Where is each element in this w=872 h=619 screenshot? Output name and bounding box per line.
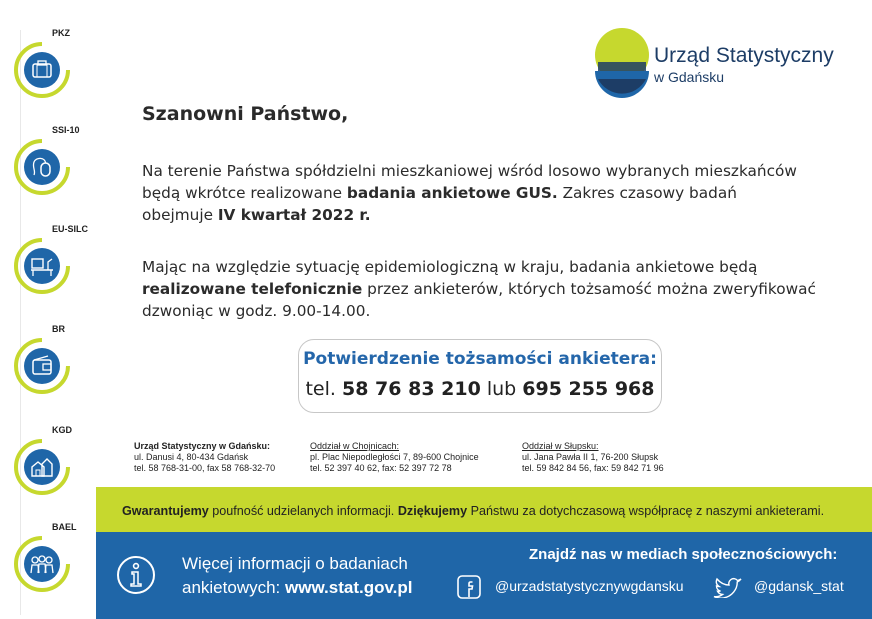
confidentiality-text: Gwarantujemy poufność udzielanych informacji. Dziękujemy Państwu za dotychczasową współpracę z naszymi ankieterami. [122,504,825,518]
office-phone: tel. 59 842 84 56, fax: 59 842 71 96 [522,463,664,473]
office-gdansk [134,441,275,474]
office-address: pl. Plac Niepodległości 7, 89-600 Chojnice [310,452,479,462]
survey-pkz [12,30,82,110]
people-icon [24,546,60,582]
text-line: realizowane telefonicznie przez ankieterów, których tożsamość można zweryfikować [142,280,816,298]
more-info-text: Więcej informacji o badaniach [182,554,408,573]
office-address: ul. Danusi 4, 80-434 Gdańsk [134,452,249,462]
text-line: będą wkrótce realizowane badania ankietowe GUS. Zakres czasowy badań [142,184,737,202]
survey-bael [12,524,82,604]
phone-number-2[interactable]: 695 255 968 [522,378,655,400]
social-heading: Znajdź nas w mediach społecznościowych: [529,546,838,563]
houses-icon [24,449,60,485]
logo-title: Urząd Statystyczny [654,44,834,67]
twitter-icon[interactable] [713,576,743,598]
office-phone: tel. 58 768-31-00, fax 58 768-32-70 [134,463,276,473]
office-name: Oddział w Chojnicach: [310,441,400,451]
twitter-handle[interactable]: @gdansk_stat [754,578,844,594]
office-name: Urząd Statystyczny w Gdańsku: [134,441,271,451]
paragraph-announcement [142,160,797,226]
verification-title: Potwierdzenie tożsamości ankietera: [303,349,657,369]
office-address: ul. Jana Pawła II 1, 76-200 Słupsk [522,452,659,462]
paragraph-phone-survey [142,256,816,322]
more-info-link-line: ankietowych: www.stat.gov.pl [182,578,413,597]
survey-label: BAEL [52,522,77,532]
verification-box [298,339,662,413]
survey-label: SSI-10 [52,125,80,135]
survey-label: KGD [52,425,72,435]
desk-lamp-icon [24,248,60,284]
text-line: obejmuje IV kwartał 2022 r. [142,206,371,224]
gus-logo [594,27,650,101]
suitcase-icon [24,52,60,88]
text-line: Na terenie Państwa spółdzielni mieszkaniowej wśród losowo wybranych mieszkańców [142,162,797,180]
survey-br [12,326,82,406]
wallet-icon [24,348,60,384]
facebook-handle[interactable]: @urzadstatystycznywgdansku [495,578,684,594]
office-slupsk [522,441,664,474]
text-line: Mając na względzie sytuację epidemiologiczną w kraju, badania ankietowe będą [142,258,758,276]
mouse-cable-icon [24,149,60,185]
survey-eusilc [12,224,88,306]
office-phone: tel. 52 397 40 62, fax: 52 397 72 78 [310,463,452,473]
phone-number-1[interactable]: 58 76 83 210 [341,378,481,400]
emphasis: badania ankietowe GUS. [346,184,558,202]
office-chojnice [310,441,479,474]
survey-ssi10 [12,127,82,207]
survey-label: BR [52,324,65,334]
greeting: Szanowni Państwo, [142,103,349,125]
emphasis: realizowane telefonicznie [142,280,363,298]
text-line: dzwoniąc w godz. 9.00-14.00. [142,302,371,320]
survey-label: PKZ [52,28,70,38]
survey-kgd [12,427,82,507]
info-icon [116,555,156,595]
office-name: Oddział w Słupsku: [522,441,599,451]
logo-subtitle: w Gdańsku [654,69,725,85]
website-link[interactable]: www.stat.gov.pl [285,578,413,597]
verification-phones: tel. 58 76 83 210 lub 695 255 968 [305,378,655,400]
emphasis: IV kwartał 2022 r. [217,206,371,224]
facebook-icon[interactable] [457,575,481,599]
survey-label: EU-SILC [52,224,88,234]
